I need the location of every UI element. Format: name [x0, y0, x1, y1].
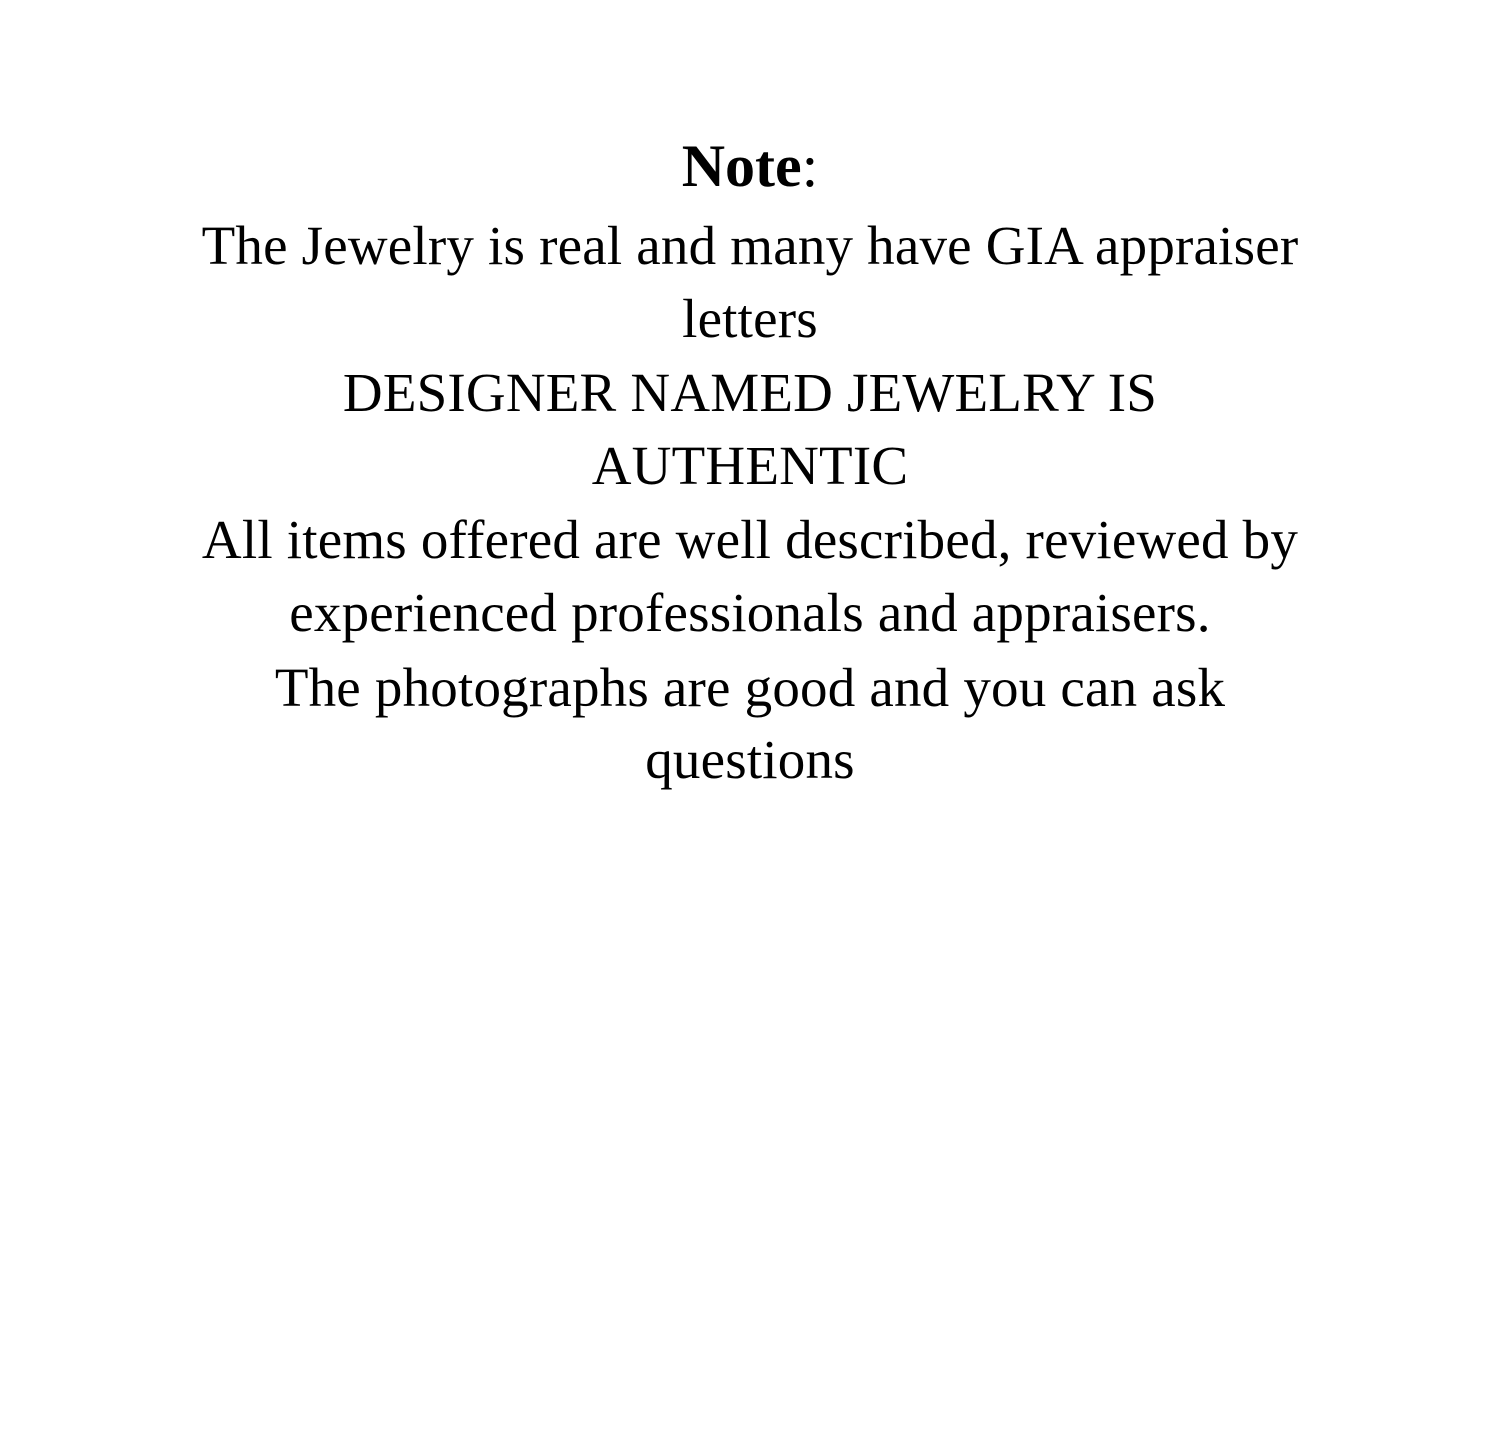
- note-heading-word: Note: [681, 133, 802, 199]
- note-paragraph-photographs-questions: The photographs are good and you can ask questions: [274, 656, 1226, 791]
- note-paragraph-designer-authentic: DESIGNER NAMED JEWELRY IS AUTHENTIC: [342, 362, 1158, 496]
- note-block: [190, 130, 1310, 797]
- note-paragraph-items-described: All items offered are well described, reviewed by experienced professionals and appraisers.: [201, 509, 1299, 643]
- note-heading: [190, 130, 1310, 202]
- note-paragraph-jewelry-real: The Jewelry is real and many have GIA appraiser letters: [201, 215, 1299, 349]
- note-heading-colon: :: [801, 133, 819, 199]
